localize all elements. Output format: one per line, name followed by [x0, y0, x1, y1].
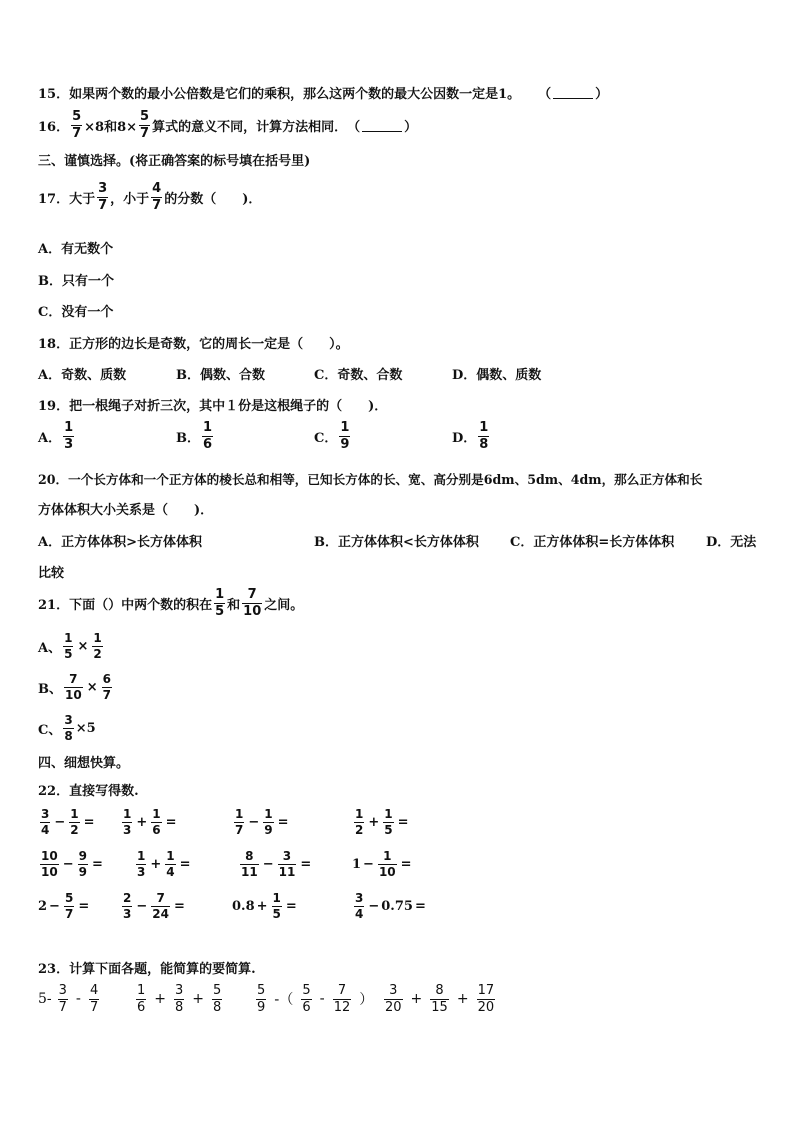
numerator: 1 — [70, 807, 79, 821]
option-label: B、 — [38, 681, 62, 697]
mental-math-item — [352, 892, 428, 920]
numerator: 3 — [355, 891, 364, 905]
operator: − — [136, 898, 148, 914]
operator: -（ — [274, 992, 294, 1009]
denominator: 3 — [123, 906, 132, 921]
question-text: ×8和8× — [84, 119, 138, 135]
fraction — [354, 892, 364, 920]
question-17 — [38, 182, 261, 212]
option-b[interactable]: B．只有一个 — [38, 274, 114, 289]
option-label: A、 — [38, 640, 62, 656]
option-c[interactable]: C．正方体体积=长方体体积 — [510, 535, 675, 550]
denominator: 3 — [137, 864, 146, 879]
denominator: 2 — [355, 822, 364, 837]
numerator: 7 — [156, 891, 165, 905]
question-21 — [38, 588, 303, 618]
fraction — [151, 182, 162, 212]
operator: + — [368, 814, 380, 830]
operator: × — [77, 638, 89, 654]
numerator: 7 — [247, 587, 257, 602]
numerator: 1 — [355, 807, 364, 821]
equals-sign: = — [179, 856, 191, 872]
fraction — [478, 421, 489, 451]
equals-sign: = — [91, 856, 103, 872]
mental-math-item — [38, 850, 105, 878]
whole-number: 1 — [352, 856, 362, 872]
option-label: D． — [452, 430, 477, 446]
denominator: 20 — [477, 999, 495, 1015]
fraction — [174, 984, 184, 1014]
question-text: 大于 — [69, 191, 96, 207]
option-c[interactable]: C．没有一个 — [38, 305, 114, 320]
denominator: 3 — [64, 436, 74, 452]
question-22: 22．直接写得数. — [38, 784, 139, 799]
option-c[interactable]: C．奇数、合数 — [314, 368, 403, 383]
numerator: 1 — [384, 807, 393, 821]
question-text: 的分数（ )． — [164, 191, 262, 207]
denominator: 4 — [355, 906, 364, 921]
expression-3 — [250, 984, 375, 1014]
operator: + — [410, 991, 423, 1008]
denominator: 15 — [431, 999, 448, 1015]
numerator: 8 — [245, 849, 254, 863]
operator: + — [136, 814, 148, 830]
equals-sign: = — [414, 898, 426, 914]
denominator: 11 — [241, 864, 258, 879]
fraction — [102, 673, 112, 701]
numerator: 1 — [93, 631, 102, 645]
fraction — [256, 984, 266, 1014]
numerator: 3 — [282, 849, 292, 863]
numerator: 1 — [152, 807, 161, 821]
denominator: 8 — [64, 728, 73, 743]
fraction — [165, 850, 175, 878]
numerator: 1 — [123, 807, 132, 821]
option-d[interactable]: D．偶数、质数 — [452, 368, 542, 383]
fraction — [40, 850, 59, 878]
question-number: 15． — [38, 87, 70, 102]
fraction — [63, 632, 73, 660]
fraction — [234, 808, 244, 836]
fraction — [333, 984, 352, 1014]
fraction — [97, 182, 108, 212]
numerator: 1 — [64, 631, 73, 645]
operator: − — [54, 814, 66, 830]
fraction — [383, 808, 393, 836]
mental-math-item — [120, 808, 179, 836]
denominator: 10 — [41, 864, 58, 879]
operator: + — [154, 991, 167, 1008]
fraction — [263, 808, 273, 836]
denominator: 9 — [257, 999, 266, 1015]
expression-2 — [130, 984, 228, 1014]
numerator: 1 — [203, 420, 213, 435]
option-d[interactable]: D．无法 — [706, 535, 757, 550]
operator: − — [49, 898, 60, 914]
numerator: 1 — [64, 420, 74, 435]
expression-rest: ×5 — [75, 720, 96, 736]
paren-close: ） — [404, 119, 418, 135]
mental-math-item — [238, 850, 313, 878]
answer-blank[interactable] — [362, 119, 402, 132]
denominator: 7 — [98, 197, 108, 213]
fraction — [40, 808, 50, 836]
numerator: 2 — [123, 891, 132, 905]
denominator: 20 — [385, 999, 402, 1015]
equals-sign: = — [277, 814, 289, 830]
fraction — [64, 673, 83, 701]
operator: + — [256, 898, 268, 914]
fraction — [151, 892, 170, 920]
question-text: 21．下面（）中两个数的积在 — [38, 597, 213, 613]
expression-prefix: 5- — [38, 991, 52, 1008]
fraction — [63, 714, 73, 742]
option-a[interactable]: A．有无数个 — [38, 242, 114, 257]
fraction — [354, 808, 364, 836]
fraction — [122, 892, 132, 920]
denominator: 9 — [340, 436, 350, 452]
mental-math-item — [232, 808, 291, 836]
mental-math-item — [38, 892, 91, 920]
denominator: 12 — [333, 999, 351, 1015]
question-20-line2: 方体体积大小关系是（ )． — [38, 503, 214, 518]
numerator: 1 — [383, 849, 392, 863]
fraction — [214, 588, 225, 618]
section-title: 四、细想快算。 — [38, 756, 130, 771]
denominator: 7 — [72, 125, 82, 141]
question-19: 19．把一根绳子对折三次，其中１份是这根绳子的（ )． — [38, 399, 388, 414]
question-text: 算式的意义不同，计算方法相同． — [152, 119, 348, 135]
denominator: 2 — [93, 646, 102, 661]
numerator: 3 — [41, 807, 50, 821]
equals-sign: = — [285, 898, 297, 914]
numerator: 3 — [98, 181, 108, 196]
denominator: 9 — [264, 822, 273, 837]
numerator: 17 — [477, 983, 495, 998]
operator: − — [368, 898, 380, 914]
mental-math-item — [120, 892, 187, 920]
mental-math-item — [38, 808, 97, 836]
fraction — [272, 892, 282, 920]
option-a[interactable]: A．奇数、质数 — [38, 368, 127, 383]
operator: - — [75, 991, 81, 1008]
fraction — [378, 850, 397, 878]
fraction — [64, 892, 74, 920]
fraction — [89, 984, 99, 1014]
denominator: 10 — [65, 687, 82, 702]
numerator: 10 — [41, 849, 58, 863]
numerator: 3 — [389, 983, 398, 998]
option-label: C、 — [38, 722, 62, 738]
denominator: 24 — [152, 906, 169, 921]
denominator: 9 — [78, 864, 87, 879]
numerator: 8 — [435, 983, 444, 998]
numerator: 1 — [264, 807, 273, 821]
denominator: 4 — [166, 864, 175, 879]
operator: − — [62, 856, 74, 872]
denominator: 6 — [203, 436, 213, 452]
fraction — [71, 110, 82, 140]
paren-close: ） — [359, 992, 374, 1009]
paren-close: ） — [595, 87, 609, 102]
numerator: 1 — [137, 983, 146, 998]
denominator: 5 — [215, 603, 225, 619]
question-16 — [38, 110, 417, 140]
numerator: 1 — [479, 420, 489, 435]
option-b[interactable] — [176, 421, 215, 451]
numerator: 4 — [89, 983, 99, 998]
fraction — [139, 110, 150, 140]
equals-sign: = — [83, 814, 95, 830]
mental-math-item — [352, 850, 414, 878]
question-text: 和 — [227, 597, 241, 613]
fraction — [136, 984, 146, 1014]
operator: - — [319, 991, 325, 1008]
decimal-number: 0.75 — [381, 898, 413, 914]
operator: + — [192, 991, 205, 1008]
numerator: 1 — [166, 849, 175, 863]
question-number: 17． — [38, 191, 70, 207]
whole-number: 0.8 — [232, 898, 255, 914]
numerator: 1 — [235, 807, 244, 821]
denominator: 6 — [152, 822, 161, 837]
denominator: 7 — [89, 999, 99, 1015]
option-b[interactable]: B．偶数、合数 — [176, 368, 265, 383]
question-23: 23．计算下面各题，能简算的要简算. — [38, 962, 256, 977]
mental-math-item — [352, 808, 411, 836]
option-d[interactable] — [452, 421, 491, 451]
equals-sign: = — [78, 898, 90, 914]
denominator: 8 — [175, 999, 184, 1015]
operator: − — [248, 814, 260, 830]
paren-open: （ — [347, 119, 361, 135]
equals-sign: = — [397, 814, 409, 830]
option-label: B． — [176, 430, 200, 446]
question-18: 18．正方形的边长是奇数，它的周长一定是（ ）。 — [38, 337, 349, 352]
question-text: ，小于 — [110, 191, 150, 207]
fraction — [212, 984, 222, 1014]
denominator: 7 — [58, 999, 67, 1015]
denominator: 6 — [137, 999, 146, 1015]
whole-number: 2 — [38, 898, 48, 914]
numerator: 1 — [272, 891, 281, 905]
answer-blank[interactable] — [553, 86, 593, 99]
denominator: 5 — [384, 822, 393, 837]
fraction — [240, 850, 259, 878]
option-d-wrap: 比较 — [38, 566, 65, 581]
numerator: 3 — [64, 713, 73, 727]
option-label: C． — [314, 430, 338, 446]
numerator: 5 — [302, 983, 311, 998]
option-b[interactable]: B．正方体体积<长方体体积 — [314, 535, 479, 550]
fraction — [384, 984, 403, 1014]
fraction — [122, 808, 132, 836]
numerator: 9 — [78, 849, 87, 863]
denominator: 7 — [235, 822, 244, 837]
numerator: 5 — [140, 109, 150, 124]
denominator: 2 — [70, 822, 79, 837]
mental-math-item — [134, 850, 193, 878]
paren-open: （ — [538, 87, 552, 102]
expression-1 — [38, 984, 105, 1014]
mental-math-item — [232, 892, 299, 920]
option-label: A． — [38, 430, 62, 446]
equals-sign: = — [165, 814, 177, 830]
numerator: 5 — [64, 891, 74, 905]
numerator: 7 — [69, 672, 78, 686]
option-a[interactable]: A．正方体体积>长方体体积 — [38, 535, 202, 550]
option-a[interactable] — [38, 632, 105, 660]
denominator: 7 — [102, 687, 111, 702]
denominator: 8 — [213, 999, 222, 1015]
fraction — [242, 588, 262, 618]
numerator: 1 — [340, 420, 350, 435]
fraction — [301, 984, 311, 1014]
question-number: 16． — [38, 119, 70, 135]
denominator: 10 — [243, 603, 262, 619]
denominator: 5 — [64, 646, 73, 661]
denominator: 8 — [479, 436, 489, 452]
numerator: 5 — [72, 109, 82, 124]
numerator: 6 — [102, 672, 111, 686]
operator: + — [456, 991, 469, 1008]
operator: − — [363, 856, 374, 872]
equals-sign: = — [173, 898, 185, 914]
operator: + — [150, 856, 162, 872]
operator: − — [262, 856, 274, 872]
question-text: 之间。 — [264, 597, 304, 613]
numerator: 5 — [213, 983, 222, 998]
question-20-line1: 20．一个长方体和一个正方体的棱长总和相等，已知长方体的长、宽、高分别是6dm、5dm、4dm，那么正方体和长 — [38, 472, 703, 487]
option-c[interactable] — [314, 421, 352, 451]
denominator: 7 — [140, 125, 150, 141]
expression-4 — [378, 984, 501, 1014]
denominator: 3 — [123, 822, 132, 837]
question-text: 如果两个数的最小公倍数是它们的乘积，那么这两个数的最大公因数一定是1。 — [69, 87, 521, 102]
fraction — [92, 632, 102, 660]
option-a[interactable] — [38, 421, 76, 451]
denominator: 7 — [64, 906, 74, 921]
fraction — [151, 808, 161, 836]
numerator: 7 — [337, 983, 347, 998]
section-title: 三、谨慎选择。(将正确答案的标号填在括号里) — [38, 154, 311, 169]
option-c[interactable] — [38, 714, 96, 742]
numerator: 4 — [152, 181, 162, 196]
equals-sign: = — [400, 856, 412, 872]
numerator: 3 — [175, 983, 184, 998]
fraction — [69, 808, 79, 836]
fraction — [430, 984, 449, 1014]
fraction — [339, 421, 350, 451]
denominator: 5 — [272, 906, 281, 921]
numerator: 1 — [137, 849, 146, 863]
option-b[interactable] — [38, 673, 114, 701]
denominator: 10 — [378, 864, 396, 879]
fraction — [202, 421, 213, 451]
fraction — [136, 850, 146, 878]
fraction — [278, 850, 297, 878]
fraction — [477, 984, 496, 1014]
equals-sign: = — [300, 856, 312, 872]
fraction — [63, 421, 74, 451]
numerator: 1 — [215, 587, 225, 602]
numerator: 3 — [58, 983, 67, 998]
denominator: 6 — [302, 999, 311, 1015]
question-15 — [38, 83, 608, 102]
denominator: 7 — [152, 197, 162, 213]
denominator: 11 — [278, 864, 296, 879]
numerator: 5 — [257, 983, 266, 998]
fraction — [78, 850, 88, 878]
operator: × — [86, 679, 98, 695]
denominator: 4 — [41, 822, 50, 837]
fraction — [58, 984, 68, 1014]
